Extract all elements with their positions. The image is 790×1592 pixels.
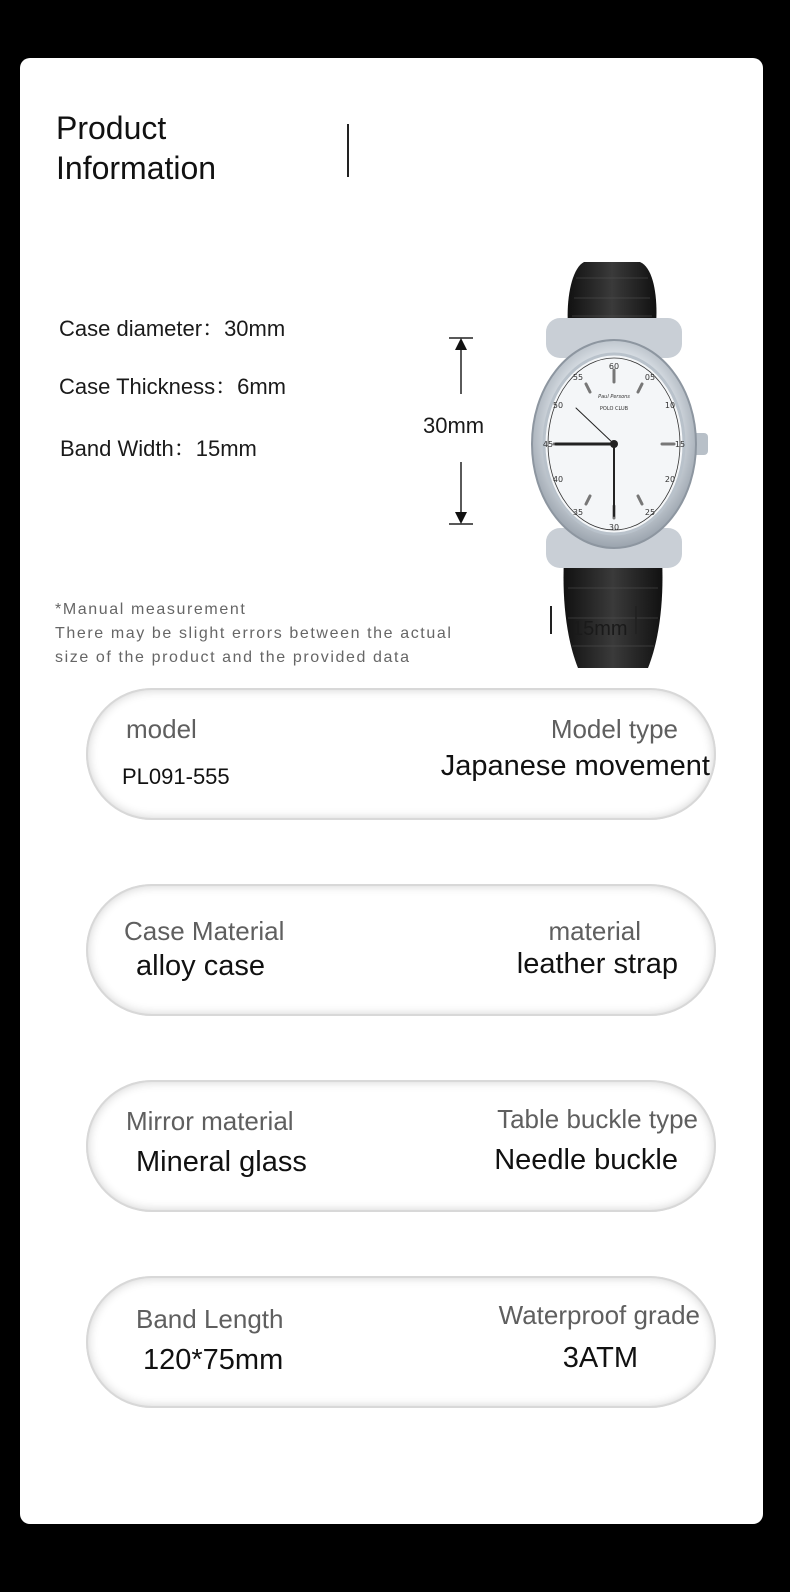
title-line-2: Information (56, 150, 217, 186)
svg-text:35: 35 (572, 508, 584, 517)
spec-case-thickness: Case Thickness：6mm (59, 374, 286, 399)
pill-left-value: alloy case (136, 950, 265, 982)
product-info-card (20, 58, 763, 1524)
width-dimension-label: 15mm (572, 618, 628, 640)
measurement-note (55, 598, 453, 670)
pill-right-value: leather strap (516, 948, 678, 980)
pill-right-value: Needle buckle (494, 1144, 678, 1176)
pill-right-value: 3ATM (562, 1342, 638, 1374)
title-line-1: Product (56, 110, 167, 146)
pill-left-value: Mineral glass (136, 1146, 307, 1178)
pill-left-label: model (126, 714, 197, 744)
pill-left-value: PL091-555 (122, 764, 230, 789)
width-dimension-tick-right (635, 606, 637, 634)
pill-right-label: Waterproof grade (498, 1300, 700, 1330)
svg-text:25: 25 (644, 508, 656, 517)
svg-text:30: 30 (608, 523, 620, 532)
wristwatch-image (516, 258, 712, 678)
title-divider (347, 124, 349, 177)
note-line-2: There may be slight errors between the actual (55, 625, 453, 642)
svg-text:15: 15 (674, 440, 686, 449)
svg-text:60: 60 (608, 362, 620, 371)
width-dimension-tick-left (550, 606, 552, 634)
pill-right-label: Table buckle type (497, 1104, 698, 1134)
svg-text:POLO CLUB: POLO CLUB (599, 406, 629, 412)
spec-pill-band (86, 1276, 716, 1408)
height-dimension-label: 30mm (423, 413, 485, 438)
spec-pill-mirror (86, 1080, 716, 1212)
svg-text:Paul Persons: Paul Persons (598, 394, 630, 400)
svg-text:50: 50 (552, 401, 564, 410)
page-title (56, 108, 216, 188)
svg-text:05: 05 (644, 373, 656, 382)
spec-case-diameter: Case diameter：30mm (59, 316, 286, 341)
spec-pill-material (86, 884, 716, 1016)
pill-left-label: Band Length (136, 1304, 284, 1334)
svg-text:40: 40 (552, 475, 564, 484)
svg-text:45: 45 (542, 440, 554, 449)
pill-left-value: 120*75mm (143, 1344, 284, 1376)
pill-left-label: Mirror material (126, 1106, 294, 1136)
note-line-3: size of the product and the provided data (55, 649, 411, 666)
svg-text:20: 20 (664, 475, 676, 484)
pill-left-label: Case Material (124, 916, 285, 946)
pill-right-label: material (548, 916, 641, 946)
spec-band-width: Band Width：15mm (60, 436, 257, 461)
svg-text:10: 10 (664, 401, 676, 410)
pill-right-label: Model type (550, 714, 678, 744)
svg-text:55: 55 (572, 373, 584, 382)
spec-pill-model (86, 688, 716, 820)
note-line-1: *Manual measurement (55, 601, 247, 618)
pill-right-value: Japanese movement (440, 750, 710, 782)
